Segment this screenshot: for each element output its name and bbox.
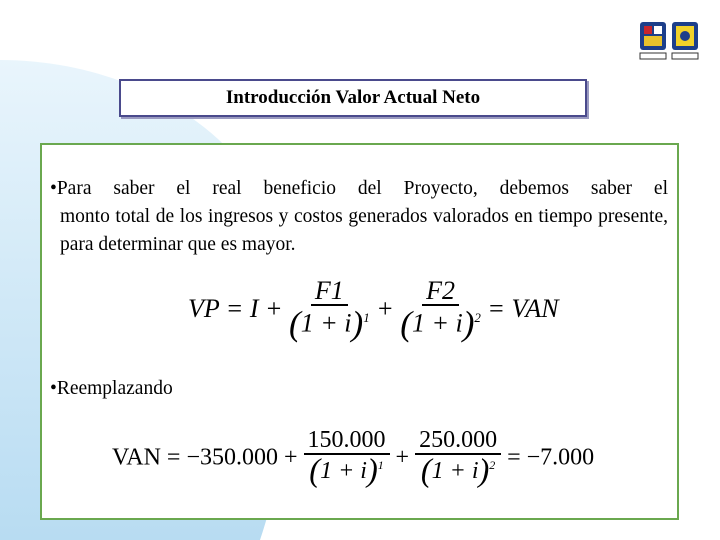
eq2-fraction-1: $\frac{150.000}{(1 + i)^1}$ bbox=[304, 428, 390, 488]
bullet-2-text: Reemplazando bbox=[56, 378, 173, 399]
title-box bbox=[119, 79, 587, 117]
eq1-fraction-1: $\frac{F1}{(1 + i)^1}$ bbox=[289, 276, 370, 344]
bullet-marker: • bbox=[50, 378, 57, 399]
eq1-fraction-2: $\frac{F2}{(1 + i)^2}$ bbox=[400, 276, 481, 344]
eq2-numerator-1: 150.000 bbox=[304, 428, 390, 455]
eq2-rhs: = −7.000 bbox=[507, 444, 595, 471]
bullet-2 bbox=[50, 375, 173, 403]
eq1-plus: + bbox=[376, 294, 394, 324]
slide-title: Introducción Valor Actual Neto bbox=[225, 87, 481, 108]
university-logo bbox=[638, 20, 700, 62]
eq2-den-base-1: 1 + i bbox=[320, 457, 367, 484]
eq2-fraction-2: $\frac{250.000}{(1 + i)^2}$ bbox=[415, 428, 501, 488]
equation-vp bbox=[188, 276, 559, 344]
eq1-lhs: VP = I + bbox=[188, 294, 283, 324]
eq1-den-base-1: 1 + i bbox=[300, 308, 352, 338]
bullet-marker: • bbox=[50, 178, 57, 199]
eq1-exp-1: 1 bbox=[363, 310, 370, 326]
eq2-den-base-2: 1 + i bbox=[431, 457, 479, 484]
eq2-numerator-2: 250.000 bbox=[415, 428, 501, 455]
equation-van bbox=[112, 428, 594, 488]
eq1-numerator-1: F1 bbox=[311, 277, 348, 306]
content-box bbox=[40, 143, 679, 520]
eq2-exp-1: 1 bbox=[377, 457, 384, 472]
eq1-exp-2: 2 bbox=[474, 310, 481, 326]
eq1-den-base-2: 1 + i bbox=[411, 308, 463, 338]
bullet-1 bbox=[50, 175, 668, 259]
bullet-1-text-rest: monto total de los ingresos y costos generados valorados en tiempo presente, para determinar que es mayor. bbox=[60, 206, 668, 255]
eq2-lhs: VAN = −350.000 + bbox=[112, 444, 298, 471]
eq2-plus: + bbox=[395, 444, 410, 471]
eq1-rhs: = VAN bbox=[487, 294, 559, 324]
eq1-numerator-2: F2 bbox=[422, 277, 459, 306]
eq2-exp-2: 2 bbox=[489, 457, 496, 472]
bullet-1-text-line1: Para saber el real beneficio del Proyecto, debemos saber el bbox=[56, 178, 668, 199]
